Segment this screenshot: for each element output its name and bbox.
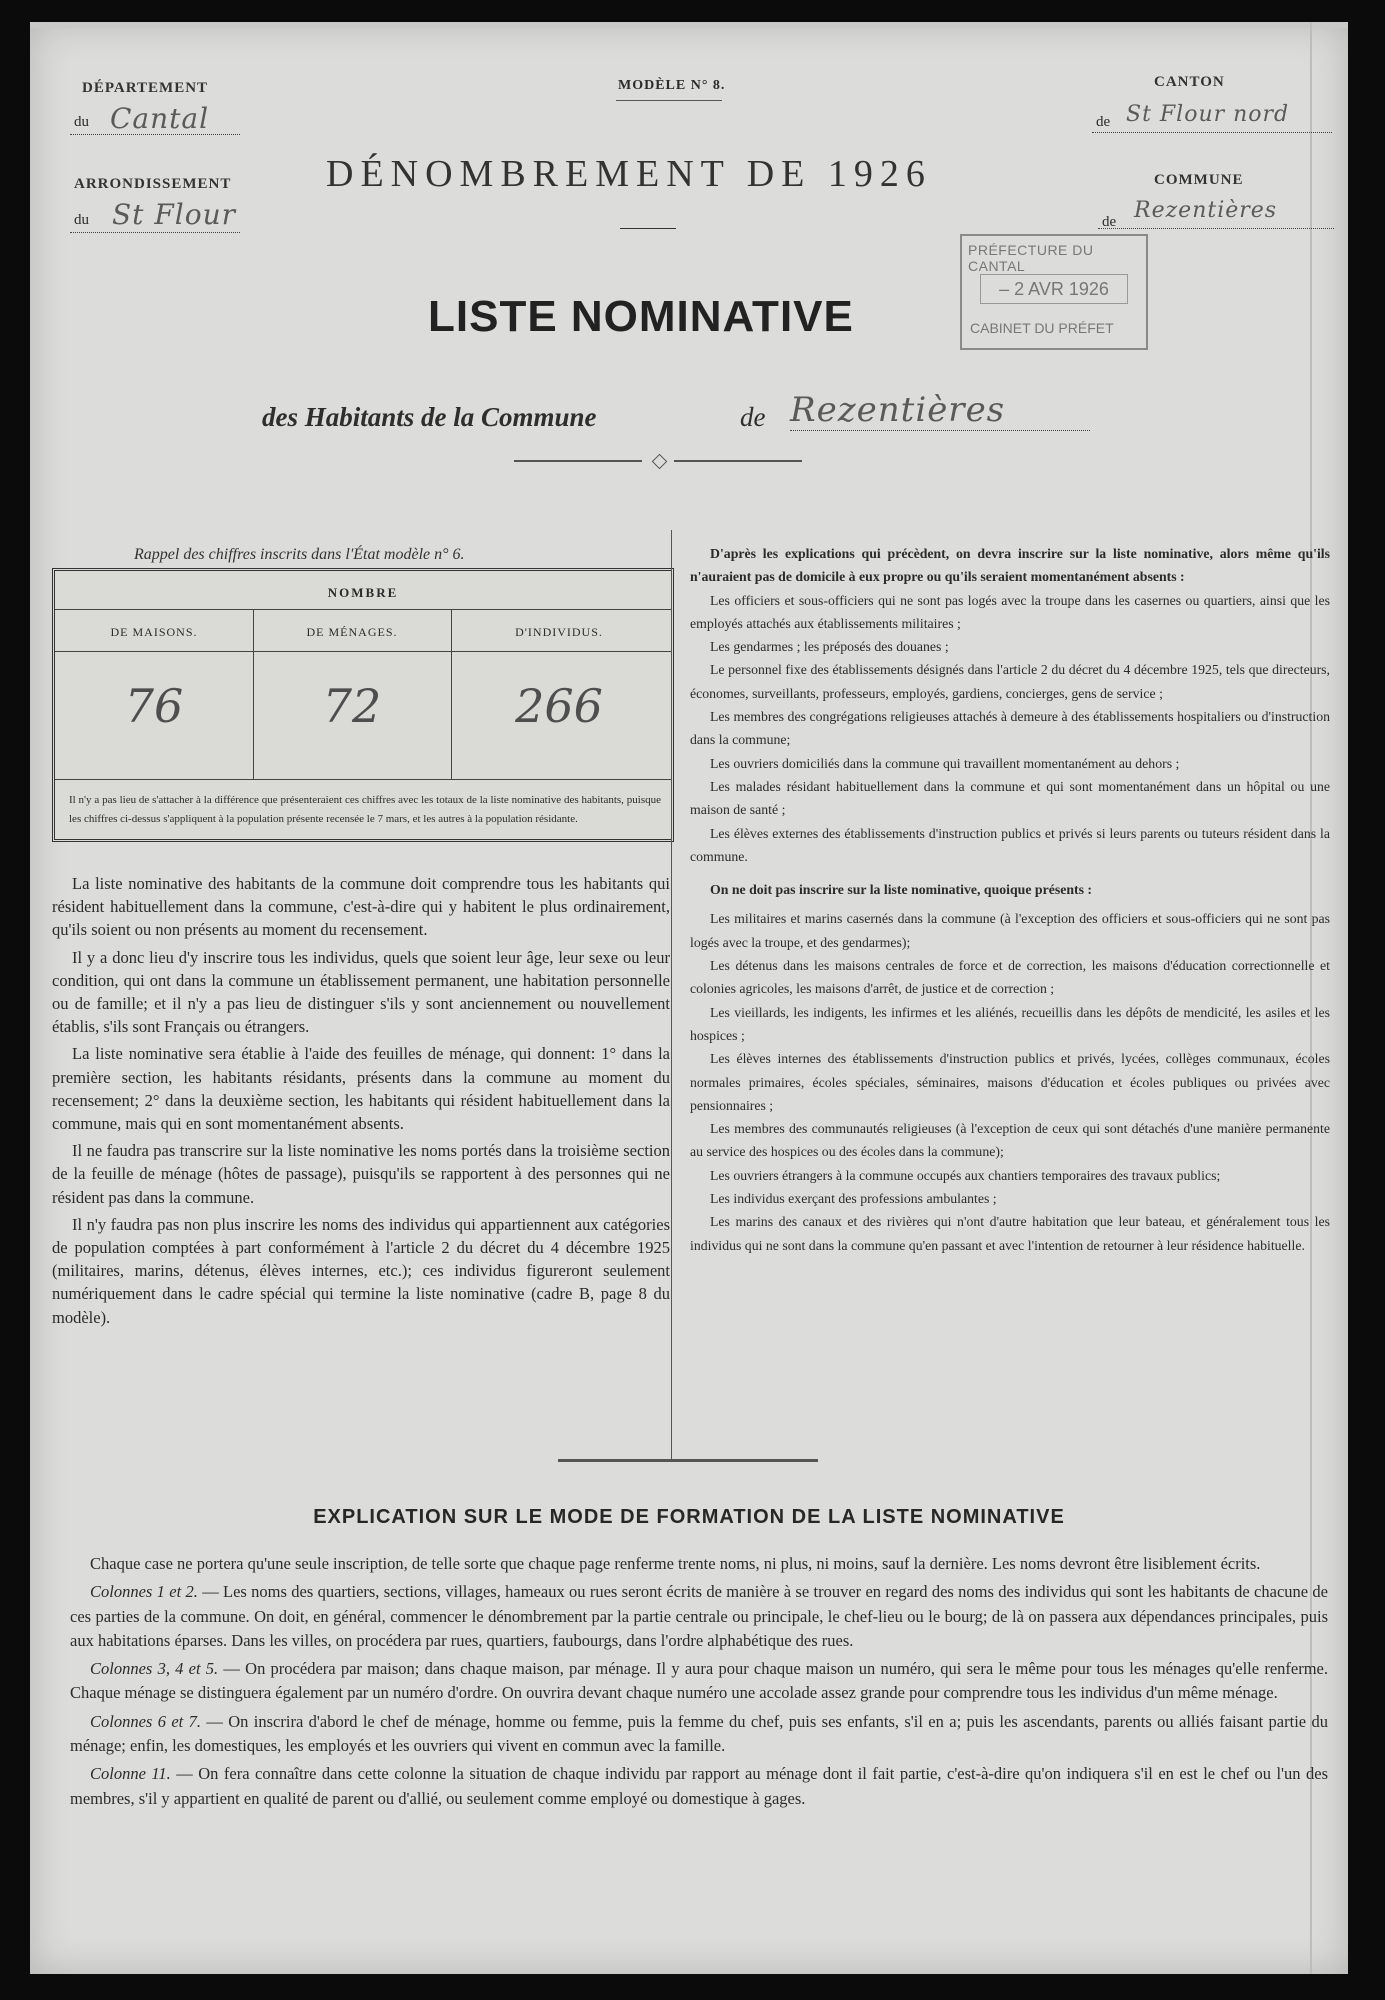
right-item: Les gendarmes ; les préposés des douanes ; — [710, 639, 949, 655]
right-intro: D'après les explications qui précèdent, on devra inscrire sur la liste nominative, alors même qu'ils n'auraient pas de domicile à eux propre ou qu'ils seraient momentanément absents : — [690, 546, 1330, 585]
nombre-table — [52, 568, 674, 842]
title-rule — [620, 228, 676, 229]
value-menages: 72 — [322, 679, 382, 733]
right-item: Les marins des canaux et des rivières qui n'ont d'autre habitation que leur bateau, et généralement tous les individus qui ne sont dans la commune qu'en passant et avec l'intention de retourner à leur résidence habituelle. — [690, 1214, 1330, 1253]
right-item: Les officiers et sous-officiers qui ne sont pas logés avec la troupe dans les casernes ou quartiers, ainsi que les employés attachés aux établissements militaires ; — [690, 592, 1330, 631]
left-paragraph: Il ne faudra pas transcrire sur la liste nominative les noms portés dans la troisième section de la feuille de ménage (hôtes de passage), puisqu'ils se rapportent à des personnes qui ne résident pas dans la commune. — [52, 1141, 670, 1207]
commune-label: COMMUNE — [1154, 172, 1244, 188]
subtitle-prefix: de — [740, 402, 766, 432]
left-column-text — [52, 872, 670, 1329]
table-note: Il n'y a pas lieu de s'attacher à la différence que présenteraient ces chiffres avec les totaux de la liste nominative des habitants, puisque les chiffres ci-dessus s'appliquent à la population présente recensée le 7 mars, et les autres à la population résidante. — [69, 794, 661, 825]
explication-lead-3: Colonnes 6 et 7. — [90, 1711, 201, 1731]
stamp-line3: CABINET DU PRÉFET — [970, 320, 1114, 336]
right-item: Les membres des communautés religieuses (à l'exception de ceux qui sont détachés d'une manière permanente au service des hospices ou des écoles dans la commune); — [690, 1121, 1330, 1160]
table-rule-mid — [55, 651, 671, 652]
census-form-page — [30, 22, 1348, 1974]
right-item: Les vieillards, les indigents, les infirmes et les aliénés, recueillis dans les dépôts de mendicité, les asiles et les hospices ; — [690, 1004, 1330, 1043]
modele-underline — [616, 100, 722, 101]
explication-text — [70, 1552, 1328, 1811]
explication-title: EXPLICATION SUR LE MODE DE FORMATION DE LA LISTE NOMINATIVE — [313, 1506, 1065, 1528]
right-column-text — [690, 542, 1330, 1257]
left-paragraph: Il y a donc lieu d'y inscrire tous les individus, quels que soient leur âge, leur sexe ou leur condition, qui ont dans la commune un établissement permanent, une habitation personnelle ou de famille; et il n'y a pas lieu de distinguer s'ils y sont anciennement ou nouvellement établis, s'ils sont Français ou étrangers. — [52, 947, 670, 1037]
col-header-individus: D'INDIVIDUS. — [515, 625, 603, 639]
table-rule-bottom — [55, 779, 671, 780]
left-paragraph: La liste nominative des habitants de la commune doit comprendre tous les habitants qui résident habituellement dans la commune, c'est-à-dire qui y habitent le plus ordinairement, qu'ils soient ou non présents au moment du recensement. — [52, 874, 670, 940]
right-item: Les ouvriers étrangers à la commune occupés aux chantiers temporaires des travaux publics; — [710, 1167, 1221, 1183]
arrondissement-prefix: du — [74, 212, 89, 228]
modele-number: MODÈLE N° 8. — [618, 78, 726, 93]
section-ornament — [558, 1454, 818, 1468]
subtitle: des Habitants de la Commune — [262, 402, 597, 432]
departement-prefix: du — [74, 114, 89, 130]
commune-underline — [1098, 228, 1334, 230]
commune-value: Rezentières — [1134, 198, 1278, 223]
col-header-maisons: DE MAISONS. — [110, 625, 198, 639]
col-header-menages: DE MÉNAGES. — [306, 625, 398, 639]
explication-paragraph — [70, 1552, 1328, 1576]
explication-text-2: — On procédera par maison; dans chaque maison, par ménage. Il y aura pour chaque maison un numéro, qui sera le même pour tous les ménages qu'elle renferme. Chaque ménage se distinguera également par un numéro d'ordre. On ouvrira devant chaque numéro une accolade assez grande pour comprendre tous les individus d'un même ménage. — [70, 1659, 1328, 1703]
prefecture-stamp — [960, 234, 1148, 350]
canton-underline — [1092, 132, 1332, 134]
denombrement-title: DÉNOMBREMENT DE 1926 — [326, 153, 932, 195]
commune-prefix: de — [1102, 214, 1117, 230]
paper-edge — [30, 22, 1348, 28]
left-paragraph: Il n'y faudra pas non plus inscrire les noms des individus qui appartiennent aux catégories de population comptées à part conformément à l'article 2 du décret du 4 décembre 1925 (militaires, marins, détenus, élèves internes, etc.); ces individus figureront seulement numériquement dans le cadre spécial qui termine la liste nominative (cadre B, page 8 du modèle). — [52, 1214, 670, 1327]
explication-text-3: — On inscrira d'abord le chef de ménage, homme ou femme, puis la femme du chef, puis ses enfants, s'il en a; puis les ascendants, parents ou alliés faisant partie du ménage; enfin, les domestiques, les employés et les ouvriers qui vivent en commun avec la famille. — [70, 1711, 1328, 1756]
arrondissement-underline — [70, 232, 240, 234]
title-ornament — [514, 454, 804, 468]
rappel-caption: Rappel des chiffres inscrits dans l'État modèle n° 6. — [134, 546, 465, 563]
arrondissement-value: St Flour — [112, 198, 236, 231]
right-heading: On ne doit pas inscrire sur la liste nominative, quoique présents : — [710, 882, 1093, 898]
departement-underline — [70, 134, 240, 136]
right-item: Les élèves internes des établissements d'instruction publics et privés, lycées, collèges communaux, écoles normales primaires, écoles spéciales, séminaires, maisons d'éducation et écoles publiques ou privées avec pensionnaires ; — [690, 1051, 1330, 1113]
explication-text-1: — Les noms des quartiers, sections, villages, hameaux ou rues seront écrits de manière à se trouver en regard des noms des individus qui sont les habitants de chacune de ces parties de la commune. On doit, en général, commencer le dénombrement par la partie centrale ou principale, le chef-lieu ou le bourg; de là on passera aux dépendances principales, puis aux habitations éparses. Dans les villes, on procédera par rues, quartiers, faubourgs, dans l'ordre alphabétique des rues. — [70, 1582, 1328, 1650]
right-item: Le personnel fixe des établissements désignés dans l'article 2 du décret du 4 décembre 1925, tels que directeurs, économes, surveillants, professeurs, employés, gardiens, concierges, gens de service ; — [690, 662, 1330, 701]
explication-text-0: Chaque case ne portera qu'une seule inscription, de telle sorte que chaque page renferme trente noms, ni plus, ni moins, sauf la dernière. Les noms devront être lisiblement écrits. — [90, 1554, 1261, 1573]
right-item: Les ouvriers domiciliés dans la commune qui travaillent momentanément au dehors ; — [710, 755, 1180, 771]
stamp-date: – 2 AVR 1926 — [980, 274, 1128, 304]
right-item: Les malades résidant habituellement dans la commune et qui sont momentanément dans un hôpital ou une maison de santé ; — [690, 778, 1330, 818]
subtitle-underline — [790, 430, 1090, 432]
departement-value: Cantal — [110, 102, 210, 135]
table-rule-top — [55, 609, 671, 610]
right-item: Les militaires et marins casernés dans la commune (à l'exception des officiers et sous-officiers qui ne sont pas logés avec la troupe, et des gendarmes); — [690, 911, 1330, 950]
liste-nominative-title: LISTE NOMINATIVE — [428, 292, 854, 341]
arrondissement-label: ARRONDISSEMENT — [74, 176, 232, 192]
explication-lead-1: Colonnes 1 et 2. — [90, 1582, 198, 1602]
right-item: Les détenus dans les maisons centrales de force et de correction, les maisons d'éducation correctionnelle et colonies agricoles, les maisons d'arrêt, de justice et de correction ; — [690, 958, 1330, 997]
canton-label: CANTON — [1154, 74, 1225, 90]
canton-prefix: de — [1096, 114, 1111, 130]
right-item: Les individus exerçant des professions ambulantes ; — [710, 1191, 997, 1207]
nombre-header: NOMBRE — [327, 585, 399, 600]
explication-lead-4: Colonne 11. — [90, 1764, 171, 1784]
explication-text-4: — On fera connaître dans cette colonne la situation de chaque individu par rapport au ménage dont il fait partie, c'est-à-dire qu'on indiquera s'il en est le chef ou l'un des membres, s'il y appartient en qualité de parent ou d'allié, ou seulement comme employé ou domestique à gages. — [70, 1764, 1328, 1808]
explication-paragraph — [70, 1657, 1328, 1706]
explication-paragraph — [70, 1762, 1328, 1811]
explication-lead-2: Colonnes 3, 4 et 5. — [90, 1659, 219, 1679]
explication-paragraph — [70, 1580, 1328, 1653]
explication-paragraph — [70, 1710, 1328, 1759]
value-maisons: 76 — [124, 679, 184, 733]
column-separator — [671, 530, 672, 1460]
subtitle-commune-value: Rezentières — [790, 390, 1006, 430]
departement-label: DÉPARTEMENT — [82, 80, 209, 96]
value-individus: 266 — [515, 679, 603, 733]
canton-value: St Flour nord — [1126, 102, 1290, 127]
right-item: Les membres des congrégations religieuses attachés à demeure à des établissements hospitaliers ou d'instruction dans la commune; — [690, 709, 1330, 748]
stamp-line1: PRÉFECTURE DU CANTAL — [968, 242, 1094, 274]
right-item: Les élèves externes des établissements d'instruction publics et privés si leurs parents ou tuteurs résident dans la commune. — [690, 825, 1330, 864]
left-paragraph: La liste nominative sera établie à l'aide des feuilles de ménage, qui donnent: 1° dans la première section, les habitants résidants, présents dans la commune au moment du recensement; 2° dans la deuxième section, les habitants qui résident habituellement dans la commune, mais qui en sont momentanément absents. — [52, 1044, 670, 1134]
